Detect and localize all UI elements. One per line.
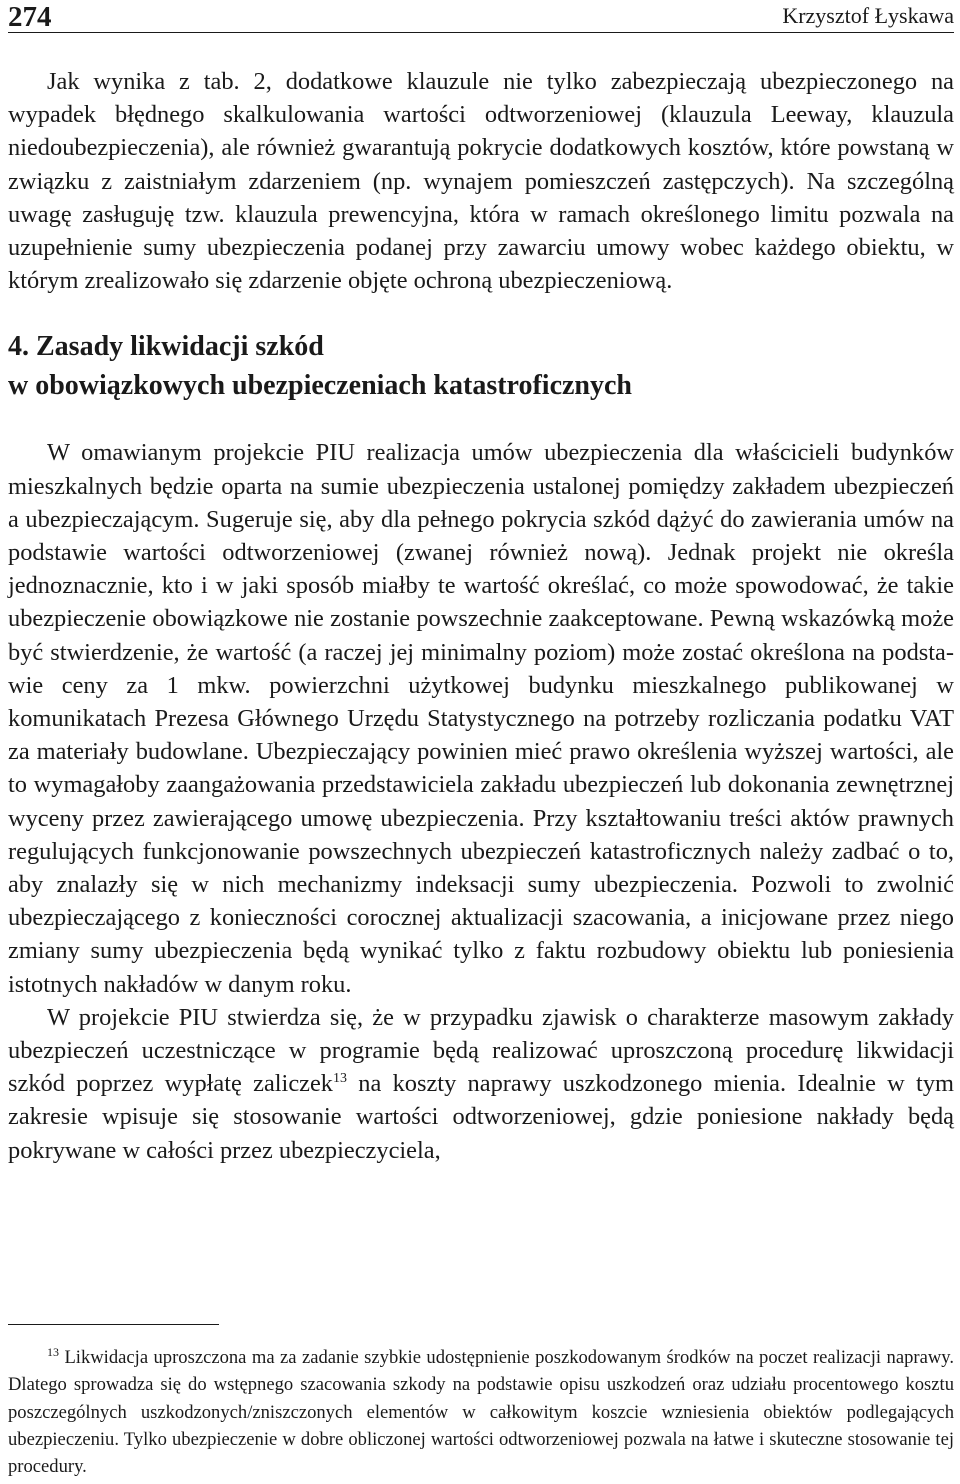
footnote [8,1344,954,1480]
section-heading-line-1: 4. Zasady likwidacji szkód [8,331,324,363]
paragraph-claims-text-start: W projekcie PIU stwierdza się, że w przypadku zjawisk o charakterze masowym zakłady ubezpieczeń uczestniczące w programie będą realizować uproszczoną procedurę likwidacji szkód poprzez wypłatę zaliczek [8,1003,954,1098]
footnote-reference[interactable]: 13 [333,1071,348,1087]
paragraph-clauses: Jak wynika z tab. 2, dodatkowe klauzule nie tylko zabezpieczają ubezpieczonego na wypadek błędnego skalkulowania wartości odtworzeniowej (klauzula Leeway, klauzula niedoubezpieczenia), ale również gwarantują pokrycie dodatkowych kosztów, które powstaną w związku z zaistniałym zdarzeniem (np. wynajem pomieszczeń zastępczych). Na szczególną uwagę zasługuję tzw. klauzula prewencyjna, która w ramach określonego limitu pozwala na uzupełnienie sumy ubezpieczenia podanej przy zawarciu umowy wobec każdego obiektu, w którym zrealizowało się zdarzenie objęte ochroną ubezpieczeniową. [8,68,954,295]
page-number: 274 [8,1,52,33]
section-heading [8,327,954,405]
section-heading-line-2: w obowiązkowych ubezpieczeniach katastroficznych [8,370,632,402]
paragraph-piu-project: W omawianym projekcie PIU realizacja umów ubezpieczenia dla właścicieli budynków mieszkalnych będzie oparta na sumie ubezpieczenia ustalonej pomiędzy zakładem ubezpieczeń a ubezpieczającym. Sugeruje się, aby dla pełnego pokrycia szkód dążyć do zawierania umów na podstawie wartości odtworzeniowej (zwanej również nową). Jednak projekt nie określa jednoznacznie, kto i w jaki sposób miałby te wartość określać, co może spowodować, że takie ubezpieczenie obowiązkowe nie zostanie powszechnie zaakceptowane. Pewną wskazówką może być stwierdzenie, że wartość (a raczej jej minimalny poziom) może zostać określona na podstawie ceny za 1 mkw. powierzchni użytkowej budynku mieszkalnego publikowanej w komunikatach Prezesa Głównego Urzędu Statystycznego na potrzeby rozliczania podatku VAT za materiały budowlane. Ubezpieczający powinien mieć prawo określenia wyższej wartości, ale to wymagałoby zaangażowania przedstawiciela zakładu ubezpieczeń lub dokonania zewnętrznej wyceny przez zawierającego umowę ubezpieczenia. Przy kształtowaniu treści aktów prawnych regulujących funkcjonowanie powszechnych ubezpieczeń katastroficznych należy zadbać o to, aby znalazły się w nich mechanizmy indeksacji sumy ubezpieczenia. Pozwoli to zwolnić ubezpieczającego z konieczności corocznej aktualizacji szacowania, a inicjowane przez niego zmiany sumy ubezpieczenia będą wynikać tylko z faktu rozbudowy obiektu lub poniesienia istotnych nakładów w danym roku. [8,439,954,998]
paragraph-claims-text-end: na koszty naprawy uszkodzonego mienia. Idealnie w tym zakresie wpisuje się stosowanie wartości odtworzeniowej, gdzie poniesione nakłady będą pokrywane w całości przez ubezpieczyciela, [8,1070,955,1164]
main-text [8,65,954,1167]
paragraph-claims-procedure [8,1001,954,1167]
running-head [8,0,954,33]
footnote-number: 13 [47,1344,59,1359]
footnote-divider [8,1324,219,1325]
footnote-text: Likwidacja uproszczona ma za zadanie szybkie udostępnienie poszkodowanym środków na poczet realizacji naprawy. Dlatego sprowadza się do wstępnego szacowania szkody na podstawie opisu uszkodzeń oraz udziału procentowego kosztu poszczególnych uszkodzonych/zniszczonych elementów w całkowitym koszcie wzniesienia obiektów podlegających ubezpieczeniu. Tylko ubezpieczenie w dobre obliczonej wartości odtworzeniowej pozwala na łatwe i skuteczne stosowanie tej procedury. [8,1347,954,1478]
running-head-author: Krzysztof Łyskawa [782,3,954,28]
